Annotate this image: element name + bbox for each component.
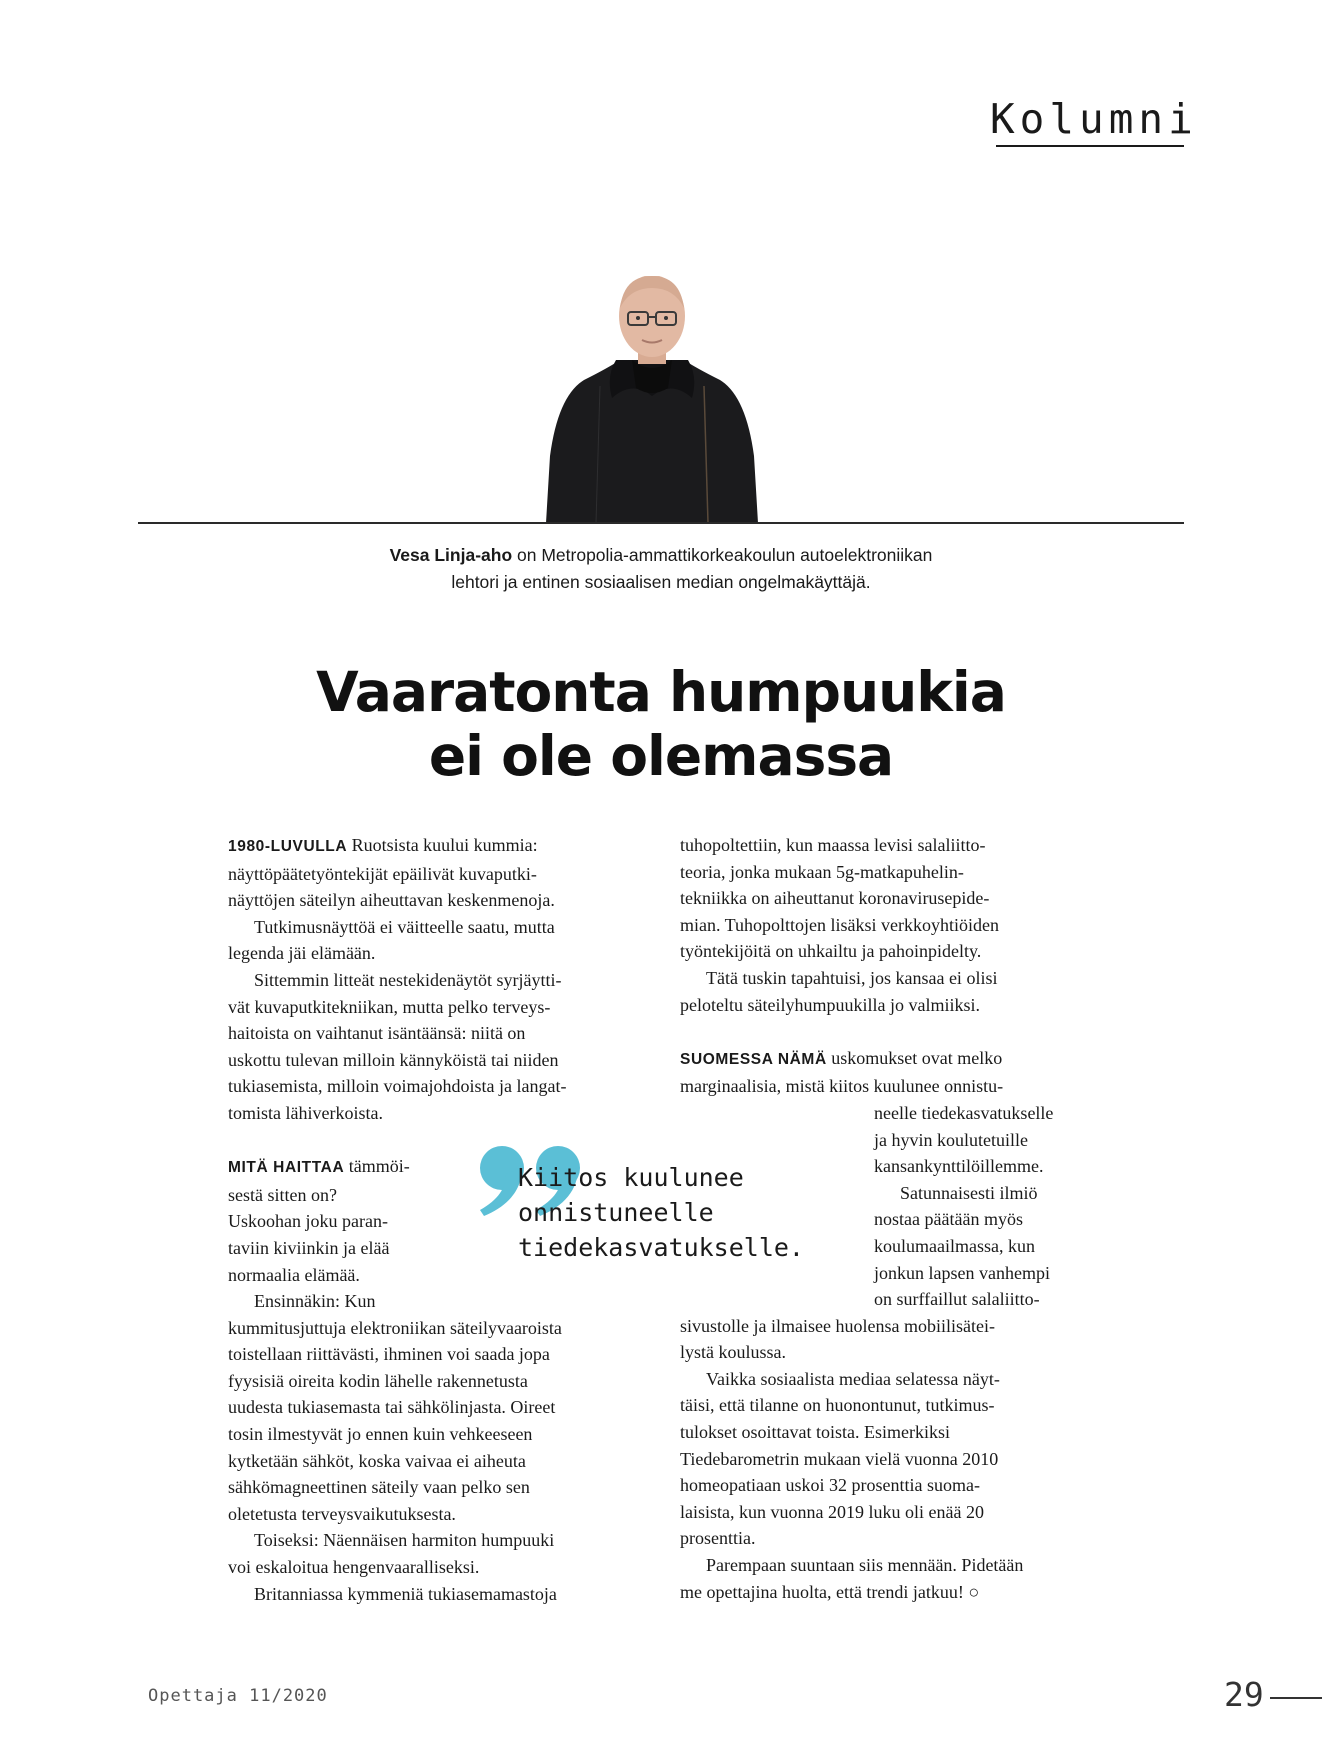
text-line: sestä sitten on?	[228, 1184, 337, 1205]
section-label: Kolumni	[990, 95, 1198, 143]
text-line: uudesta tukiasemasta tai sähkölinjasta. Oireet	[228, 1397, 556, 1418]
text-line: täisi, että tilanne on huonontunut, tutkimus-	[680, 1395, 995, 1416]
paragraph	[680, 1045, 1053, 1074]
author-portrait	[546, 276, 758, 523]
text-line: nostaa päätään myös	[874, 1209, 1023, 1230]
text-line: kytketään sähköt, koska vaivaa ei aiheuta	[228, 1450, 526, 1471]
lead-in: MITÄ HAITTAA	[228, 1159, 345, 1177]
text-line: Sittemmin litteät nestekidenäytöt syrjäytti-	[254, 969, 562, 990]
author-caption	[300, 542, 1022, 596]
text-line: normaalia elämää.	[228, 1264, 360, 1285]
text-line: tekniikka on aiheuttanut koronavirusepide-	[680, 888, 990, 909]
text-line: legenda jäi elämään.	[228, 943, 376, 964]
author-bio-1: on Metropolia-ammattikorkeakoulun autoelektroniikan	[517, 545, 933, 565]
text-line: taviin kiviinkin ja elää	[228, 1237, 390, 1258]
text-line: uskottu tulevan milloin kännyköistä tai niiden	[228, 1049, 559, 1070]
text-line: uskomukset ovat melko	[831, 1047, 1003, 1068]
pull-quote-line-3: tiedekasvatukselle.	[518, 1233, 804, 1262]
text-line: tuhopoltettiin, kun maassa levisi salaliitto-	[680, 835, 986, 855]
text-line: marginaalisia, mistä kiitos kuulunee onnistu-	[680, 1076, 1004, 1097]
text-line: lystä koulussa.	[680, 1342, 786, 1363]
text-line: sivustolle ja ilmaisee huolensa mobiilisätei-	[680, 1315, 995, 1336]
text-line: toistellaan riittävästi, ihminen voi saada jopa	[228, 1344, 550, 1365]
text-line: kansankynttilöillemme.	[874, 1156, 1044, 1177]
text-line: jonkun lapsen vanhempi	[874, 1262, 1050, 1283]
headline	[180, 660, 1142, 788]
text-line: koulumaailmassa, kun	[874, 1235, 1035, 1256]
lead-in: 1980-LUVULLA	[228, 838, 348, 855]
page-number: 29	[1224, 1675, 1264, 1714]
headline-line-2: ei ole olemassa	[428, 724, 894, 788]
paragraph	[228, 832, 566, 861]
pull-quote-line-1: Kiitos kuulunee	[518, 1163, 744, 1192]
pull-quote	[518, 1160, 804, 1265]
text-line: tulokset osoittavat toista. Esimerkiksi	[680, 1422, 950, 1443]
text-line: Uskoohan joku paran-	[228, 1211, 388, 1232]
left-column	[228, 832, 566, 1607]
text-line: me opettajina huolta, että trendi jatkuu! ○	[680, 1581, 980, 1602]
text-line: työntekijöitä on uhkailtu ja pahoinpidelty.	[680, 941, 982, 962]
text-line: on surffaillut salaliitto-	[874, 1289, 1040, 1310]
page-number-rule	[1270, 1697, 1322, 1699]
text-line: tukiasemista, milloin voimajohdoista ja langat-	[228, 1076, 567, 1097]
author-bio-2: lehtori ja entinen sosiaalisen median ongelmakäyttäjä.	[451, 572, 871, 592]
text-line: Vaikka sosiaalista mediaa selatessa näyt-	[706, 1368, 1000, 1389]
text-line: Ruotsista kuului kummia:	[351, 835, 538, 855]
text-line: näyttöjen säteilyn aiheuttavan keskenmenoja.	[228, 890, 555, 911]
text-line: Parempaan suuntaan siis mennään. Pidetään	[706, 1555, 1024, 1576]
text-line: prosenttia.	[680, 1528, 756, 1549]
divider-rule	[138, 522, 1184, 524]
text-line: tämmöi-	[348, 1156, 410, 1177]
text-line: voi eskaloitua hengenvaaralliseksi.	[228, 1557, 480, 1578]
text-line: ja hyvin koulutetuille	[874, 1129, 1028, 1150]
text-line: tomista lähiverkoista.	[228, 1102, 383, 1123]
text-line: teoria, jonka mukaan 5g-matkapuhelin-	[680, 861, 964, 882]
text-line: fyysisiä oireita kodin lähelle rakennetusta	[228, 1370, 528, 1391]
text-line: Tutkimusnäyttöä ei väitteelle saatu, mutta	[254, 916, 555, 937]
lead-in: SUOMESSA NÄMÄ	[680, 1050, 827, 1068]
text-line: kummitusjuttuja elektroniikan säteilyvaaroista	[228, 1317, 562, 1338]
text-line: oletetusta terveysvaikutuksesta.	[228, 1503, 456, 1524]
section-underline	[996, 145, 1184, 147]
text-line: neelle tiedekasvatukselle	[874, 1102, 1054, 1123]
text-line: Tätä tuskin tapahtuisi, jos kansaa ei olisi	[706, 967, 998, 988]
text-line: Satunnaisesti ilmiö	[900, 1182, 1038, 1203]
text-line: näyttöpäätetyöntekijät epäilivät kuvaputki-	[228, 863, 537, 884]
pull-quote-line-2: onnistuneelle	[518, 1198, 714, 1227]
author-name: Vesa Linja-aho	[389, 545, 513, 565]
text-line: Toiseksi: Näennäisen harmiton humpuuki	[254, 1530, 555, 1551]
caption-line-1	[300, 542, 1022, 569]
text-line: homeopatiaan uskoi 32 prosenttia suoma-	[680, 1475, 980, 1496]
text-line: laisista, kun vuonna 2019 luku oli enää 20	[680, 1501, 984, 1522]
text-line: Ensinnäkin: Kun	[254, 1291, 376, 1312]
text-line: haitoista on vaihtanut isäntäänsä: niitä on	[228, 1023, 526, 1044]
text-line: Tiedebarometrin mukaan vielä vuonna 2010	[680, 1448, 999, 1469]
headline-line-1: Vaaratonta humpuukia	[316, 660, 1006, 724]
text-line: sähkömagneettinen säteily vaan pelko sen	[228, 1477, 530, 1498]
footer-publication: Opettaja 11/2020	[148, 1686, 328, 1706]
text-line: vät kuvaputkitekniikan, mutta pelko terveys-	[228, 996, 551, 1017]
text-line: Britanniassa kymmeniä tukiasemamastoja	[254, 1583, 557, 1604]
text-line: peloteltu säteilyhumpuukilla jo valmiiksi.	[680, 994, 980, 1015]
paragraph-gap	[680, 1018, 1053, 1045]
text-line: mian. Tuhopolttojen lisäksi verkkoyhtiöiden	[680, 914, 999, 935]
text-line: tosin ilmestyvät jo ennen kuin vehkeeseen	[228, 1424, 533, 1445]
